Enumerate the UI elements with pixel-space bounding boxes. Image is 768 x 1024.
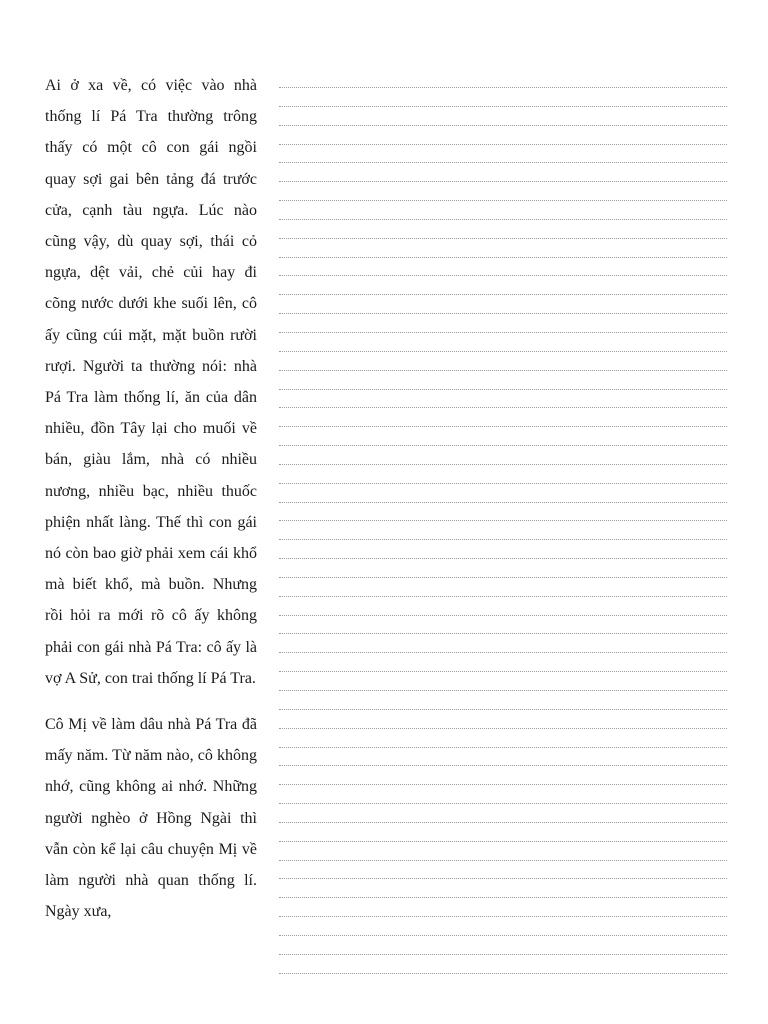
paragraph-2: Cô Mị về làm dâu nhà Pá Tra đã mấy năm. Từ năm nào, cô không nhớ, cũng không ai nhớ. Những người nghèo ở Hồng Ngài thì vẫn còn kể lại câu chuyện Mị về làm người nhà quan thống lí. Ngày xưa,	[45, 716, 257, 921]
note-line	[279, 728, 727, 729]
note-line	[279, 219, 727, 220]
note-line	[279, 483, 727, 484]
note-line	[279, 671, 727, 672]
note-line	[279, 313, 727, 314]
note-line	[279, 106, 727, 107]
note-line	[279, 445, 727, 446]
note-line	[279, 464, 727, 465]
note-line	[279, 841, 727, 842]
note-line	[279, 181, 727, 182]
note-line	[279, 878, 727, 879]
paragraph-1: Ai ở xa về, có việc vào nhà thống lí Pá Tra thường trông thấy có một cô con gái ngồi quay sợi gai bên tảng đá trước cửa, cạnh tàu ngựa. Lúc nào cũng vậy, dù quay sợi, thái cỏ ngựa, dệt vải, chẻ củi hay đi cõng nước dưới khe suối lên, cô ấy cũng cúi mặt, mặt buồn rười rượi. Người ta thường nói: nhà Pá Tra làm thống lí, ăn của dân nhiều, đồn Tây lại cho muối về bán, giàu lắm, nhà có nhiều nương, nhiều bạc, nhiều thuốc phiện nhất làng. Thế thì con gái nó còn bao giờ phải xem cái khổ mà biết khổ, mà buồn. Nhưng rồi hỏi ra mới rõ cô ấy không phải con gái nhà Pá Tra: cô ấy là vợ A Sử, con trai thống lí Pá Tra.	[45, 77, 257, 687]
note-line	[279, 351, 727, 352]
note-line	[279, 389, 727, 390]
note-line	[279, 784, 727, 785]
note-line	[279, 860, 727, 861]
note-line	[279, 935, 727, 936]
note-line	[279, 144, 727, 145]
note-line	[279, 520, 727, 521]
note-line	[279, 125, 727, 126]
note-line	[279, 294, 727, 295]
note-line	[279, 747, 727, 748]
note-line	[279, 803, 727, 804]
note-line	[279, 257, 727, 258]
note-line	[279, 615, 727, 616]
note-line	[279, 502, 727, 503]
note-line	[279, 973, 727, 974]
note-line	[279, 652, 727, 653]
note-line	[279, 558, 727, 559]
note-lines-area[interactable]	[279, 87, 727, 992]
note-line	[279, 916, 727, 917]
note-line	[279, 407, 727, 408]
note-line	[279, 162, 727, 163]
note-line	[279, 690, 727, 691]
note-line	[279, 765, 727, 766]
note-line	[279, 709, 727, 710]
note-line	[279, 633, 727, 634]
note-line	[279, 577, 727, 578]
note-line	[279, 332, 727, 333]
reading-text-column	[45, 70, 257, 942]
note-line	[279, 87, 727, 88]
note-line	[279, 370, 727, 371]
note-line	[279, 822, 727, 823]
note-line	[279, 539, 727, 540]
note-line	[279, 596, 727, 597]
note-line	[279, 954, 727, 955]
note-line	[279, 200, 727, 201]
note-line	[279, 426, 727, 427]
note-line	[279, 238, 727, 239]
note-line	[279, 897, 727, 898]
note-line	[279, 275, 727, 276]
